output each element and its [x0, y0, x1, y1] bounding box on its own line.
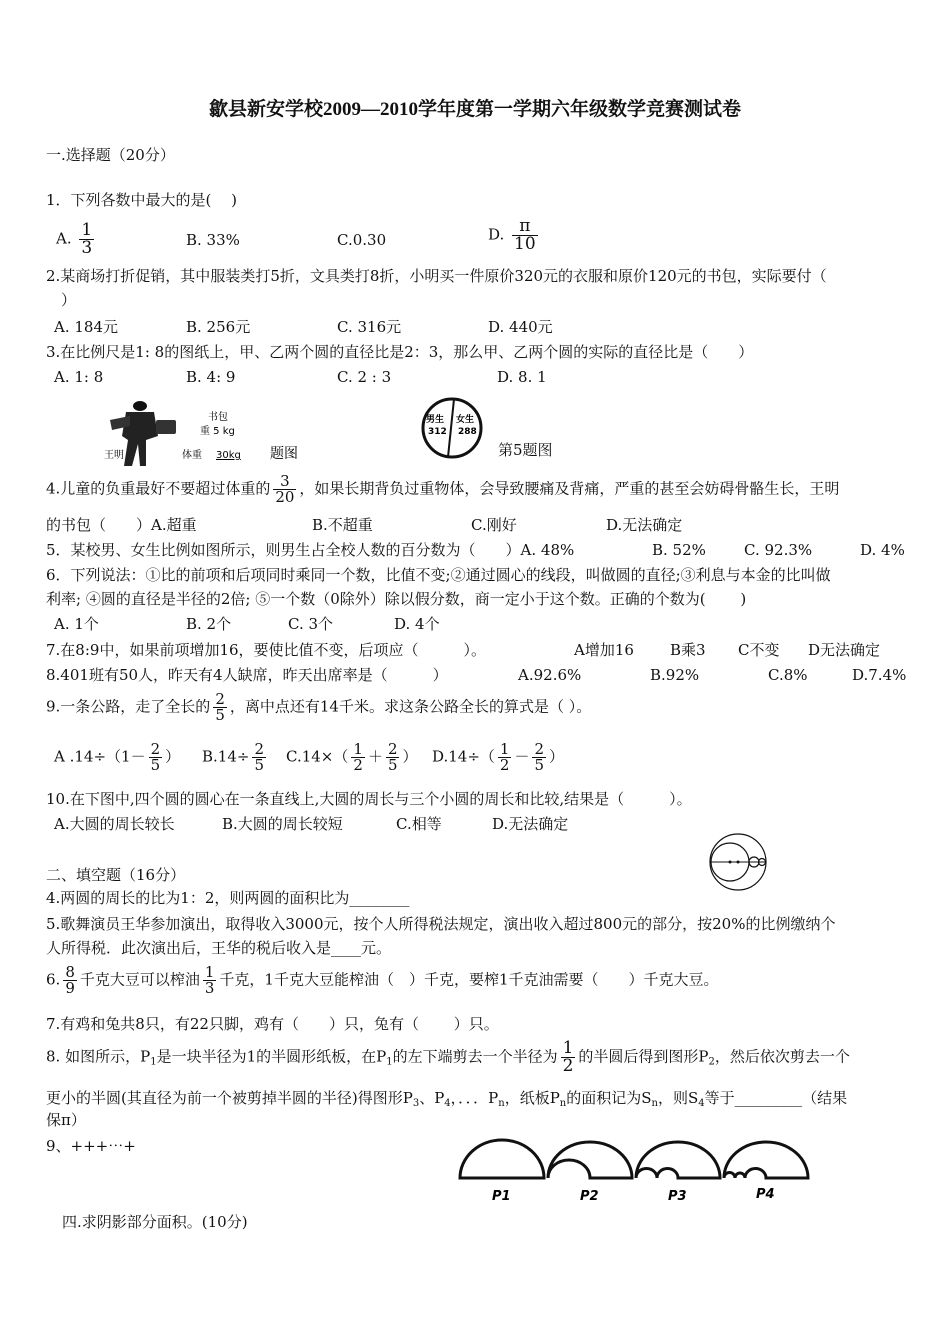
section-shaded-area: 四.求阴影部分面积。(10分) [62, 1213, 248, 1231]
q3-option-d: D. 8. 1 [497, 368, 547, 386]
q6-stem-line2: 利率; ④圆的直径是半径的2倍; ⑤一个数（0除外）除以假分数，商一定小于这个数。正确的个数为( ) [46, 590, 747, 608]
pie-boys-value: 312 [428, 427, 447, 437]
q9-option-b: B.14÷ $\frac{2}{5}$ [202, 740, 264, 774]
p3-shape [636, 1142, 720, 1178]
semicircles-figure [452, 1130, 812, 1204]
f9-stem: 9、+++⋯+ [46, 1137, 136, 1155]
pie-boys-label: 男生 [426, 415, 445, 425]
bag-label: 书包 [208, 412, 228, 423]
q10-option-c: C.相等 [396, 815, 442, 833]
body-label: 体重 [182, 450, 202, 461]
p1-shape [460, 1140, 544, 1178]
p3-label: P3 [668, 1189, 687, 1204]
q1-stem: 1．下列各数中最大的是( ) [46, 191, 238, 209]
f7-stem: 7.有鸡和兔共8只，有22只脚，鸡有（ ）只，兔有（ ）只。 [46, 1015, 499, 1033]
f8-stem-line3: 保π） [46, 1111, 86, 1129]
q2-stem: 2.某商场打折促销，其中服装类打5折，文具类打8折，小明买一件原价320元的衣服和原价120元的书包，实际要付（ [46, 267, 827, 285]
q10-option-b: B.大圆的周长较短 [222, 815, 343, 833]
bag-weight: 重 5 kg [200, 426, 235, 437]
q6-option-d: D. 4个 [394, 615, 440, 633]
q6-stem-line1: 6．下列说法：①比的前项和后项同时乘同一个数，比值不变;②通过圆心的线段，叫做圆的直径;③利息与本金的比叫做 [46, 566, 831, 584]
f6-stem: 6. $\frac{8}{9}$ 千克大豆可以榨油 $\frac{1}{3}$ 千克，1千克大豆能榨油（ ）千克，要榨1千克油需要（ ）千克大豆。 [46, 963, 719, 997]
f5-stem-line2: 人所得税．此次演出后，王华的税后收入是____元。 [46, 939, 392, 957]
section-choice: 一.选择题（20分） [46, 146, 175, 164]
q9-option-a: A .14÷（1－ $\frac{2}{5}$ ） [54, 740, 181, 774]
name-label: 王明 [104, 450, 124, 461]
q9-stem: 9.一条公路，走了全长的 $\frac{2}{5}$ ，离中点还有14千米。求这条公路全长的算式是（ ）。 [46, 690, 592, 724]
pie-girls-label: 女生 [456, 415, 475, 425]
q9-option-c: C.14×（ $\frac{1}{2}$ ＋ $\frac{2}{5}$ ） [286, 740, 418, 774]
q4-option-d: D.无法确定 [606, 516, 683, 534]
page-title: 歙县新安学校2009—2010学年度第一学期六年级数学竞赛测试卷 [208, 99, 741, 120]
q2-option-a: A. 184元 [54, 318, 118, 336]
q8-option-b: B.92% [650, 666, 700, 684]
section-fill: 二、填空题（16分） [46, 866, 186, 884]
q2-option-d: D. 440元 [488, 318, 553, 336]
f4-stem: 4.两圆的周长的比为1：2，则两圆的面积比为________ [46, 889, 410, 907]
q1-option-b: B. 33% [186, 231, 240, 249]
q1-option-a: A. $\frac{1}{3}$ [56, 220, 93, 258]
q2-option-b: B. 256元 [186, 318, 251, 336]
p4-shape [724, 1142, 808, 1178]
q8-option-a: A.92.6% [518, 666, 582, 684]
q5-option-d: D. 4% [860, 541, 905, 559]
q6-option-b: B. 2个 [186, 615, 232, 633]
f8-stem-line2: 更小的半圆(其直径为前一个被剪掉半圆的半径)得图形$P_3$、$P_4$，．．．$P_n$，纸板$P_n$的面积记为$S_n$，则$S_4$等于_________（结果 [46, 1089, 848, 1109]
q10-option-a: A.大圆的周长较长 [54, 815, 175, 833]
q7-option-a: A增加16 [574, 641, 634, 659]
q5-option-b: B. 52% [652, 541, 706, 559]
q5-stem: 5．某校男、女生比例如图所示，则男生占全校人数的百分数为（ ）A. 48% [46, 541, 575, 559]
q2-option-c: C. 316元 [337, 318, 402, 336]
f8-stem-line1: 8. 如图所示，$P_1$是一块半径为1的半圆形纸板，在$P_1$的左下端剪去一个半径为 $\frac{1}{2}$ 的半圆后得到图形$P_2$，然后依次剪去一个 [46, 1038, 850, 1076]
q3-option-b: B. 4: 9 [186, 368, 236, 386]
q4-option-c: C.刚好 [471, 516, 517, 534]
p4-label: P4 [756, 1187, 775, 1202]
q7-option-c: C不变 [738, 641, 780, 659]
q8-stem: 8.401班有50人，昨天有4人缺席，昨天出席率是（ ） [46, 666, 448, 684]
q10-stem: 10.在下图中,四个圆的圆心在一条直线上,大圆的周长与三个小圆的周长和比较,结果是（ ）。 [46, 790, 692, 808]
q4-option-b: B.不超重 [312, 516, 373, 534]
circles-figure-q10 [702, 832, 774, 894]
figure-q4 [100, 400, 300, 470]
q7-option-d: D无法确定 [808, 641, 881, 659]
q2-stem-cont: ） [46, 291, 77, 309]
q3-option-c: C. 2 : 3 [337, 368, 392, 386]
q9-option-d: D.14÷（ $\frac{1}{2}$ － $\frac{2}{5}$ ） [432, 740, 565, 774]
q6-option-a: A. 1个 [54, 615, 99, 633]
pie-figure-q5 [418, 396, 488, 462]
fig5-caption: 第5题图 [498, 441, 553, 459]
q8-option-c: C.8% [768, 666, 808, 684]
q1-option-d: D. $\frac{\pi}{10}$ [488, 216, 536, 254]
q10-option-d: D.无法确定 [492, 815, 569, 833]
p2-shape [548, 1142, 632, 1178]
q8-option-d: D.7.4% [852, 666, 907, 684]
fig4-caption: 题图 [270, 446, 298, 462]
p1-label: P1 [492, 1189, 511, 1204]
f5-stem-line1: 5.歌舞演员王华参加演出，取得收入3000元，按个人所得税法规定，演出收入超过800元的部分，按20%的比例缴纳个 [46, 915, 836, 933]
q3-stem: 3.在比例尺是1: 8的图纸上，甲、乙两个圆的直径比是2：3，那么甲、乙两个圆的实际的直径比是（ ） [46, 343, 754, 361]
q7-stem: 7.在8:9中，如果前项增加16，要使比值不变，后项应（ ）。 [46, 641, 487, 659]
q6-option-c: C. 3个 [288, 615, 334, 633]
q3-option-a: A. 1: 8 [54, 368, 104, 386]
pie-girls-value: 288 [458, 427, 477, 437]
q4-option-a: 的书包（ ）A.超重 [46, 516, 197, 534]
q7-option-b: B乘3 [670, 641, 706, 659]
q4-stem: 4.儿童的负重最好不要超过体重的 $\frac{3}{20}$ ，如果长期背负过重物体，会导致腰痛及背痛，严重的甚至会妨碍骨骼生长，王明 [46, 472, 840, 506]
q5-option-c: C. 92.3% [744, 541, 813, 559]
p2-label: P2 [580, 1189, 599, 1204]
body-weight: 30kg [216, 450, 241, 461]
q1-option-c: C.0.30 [337, 231, 387, 249]
